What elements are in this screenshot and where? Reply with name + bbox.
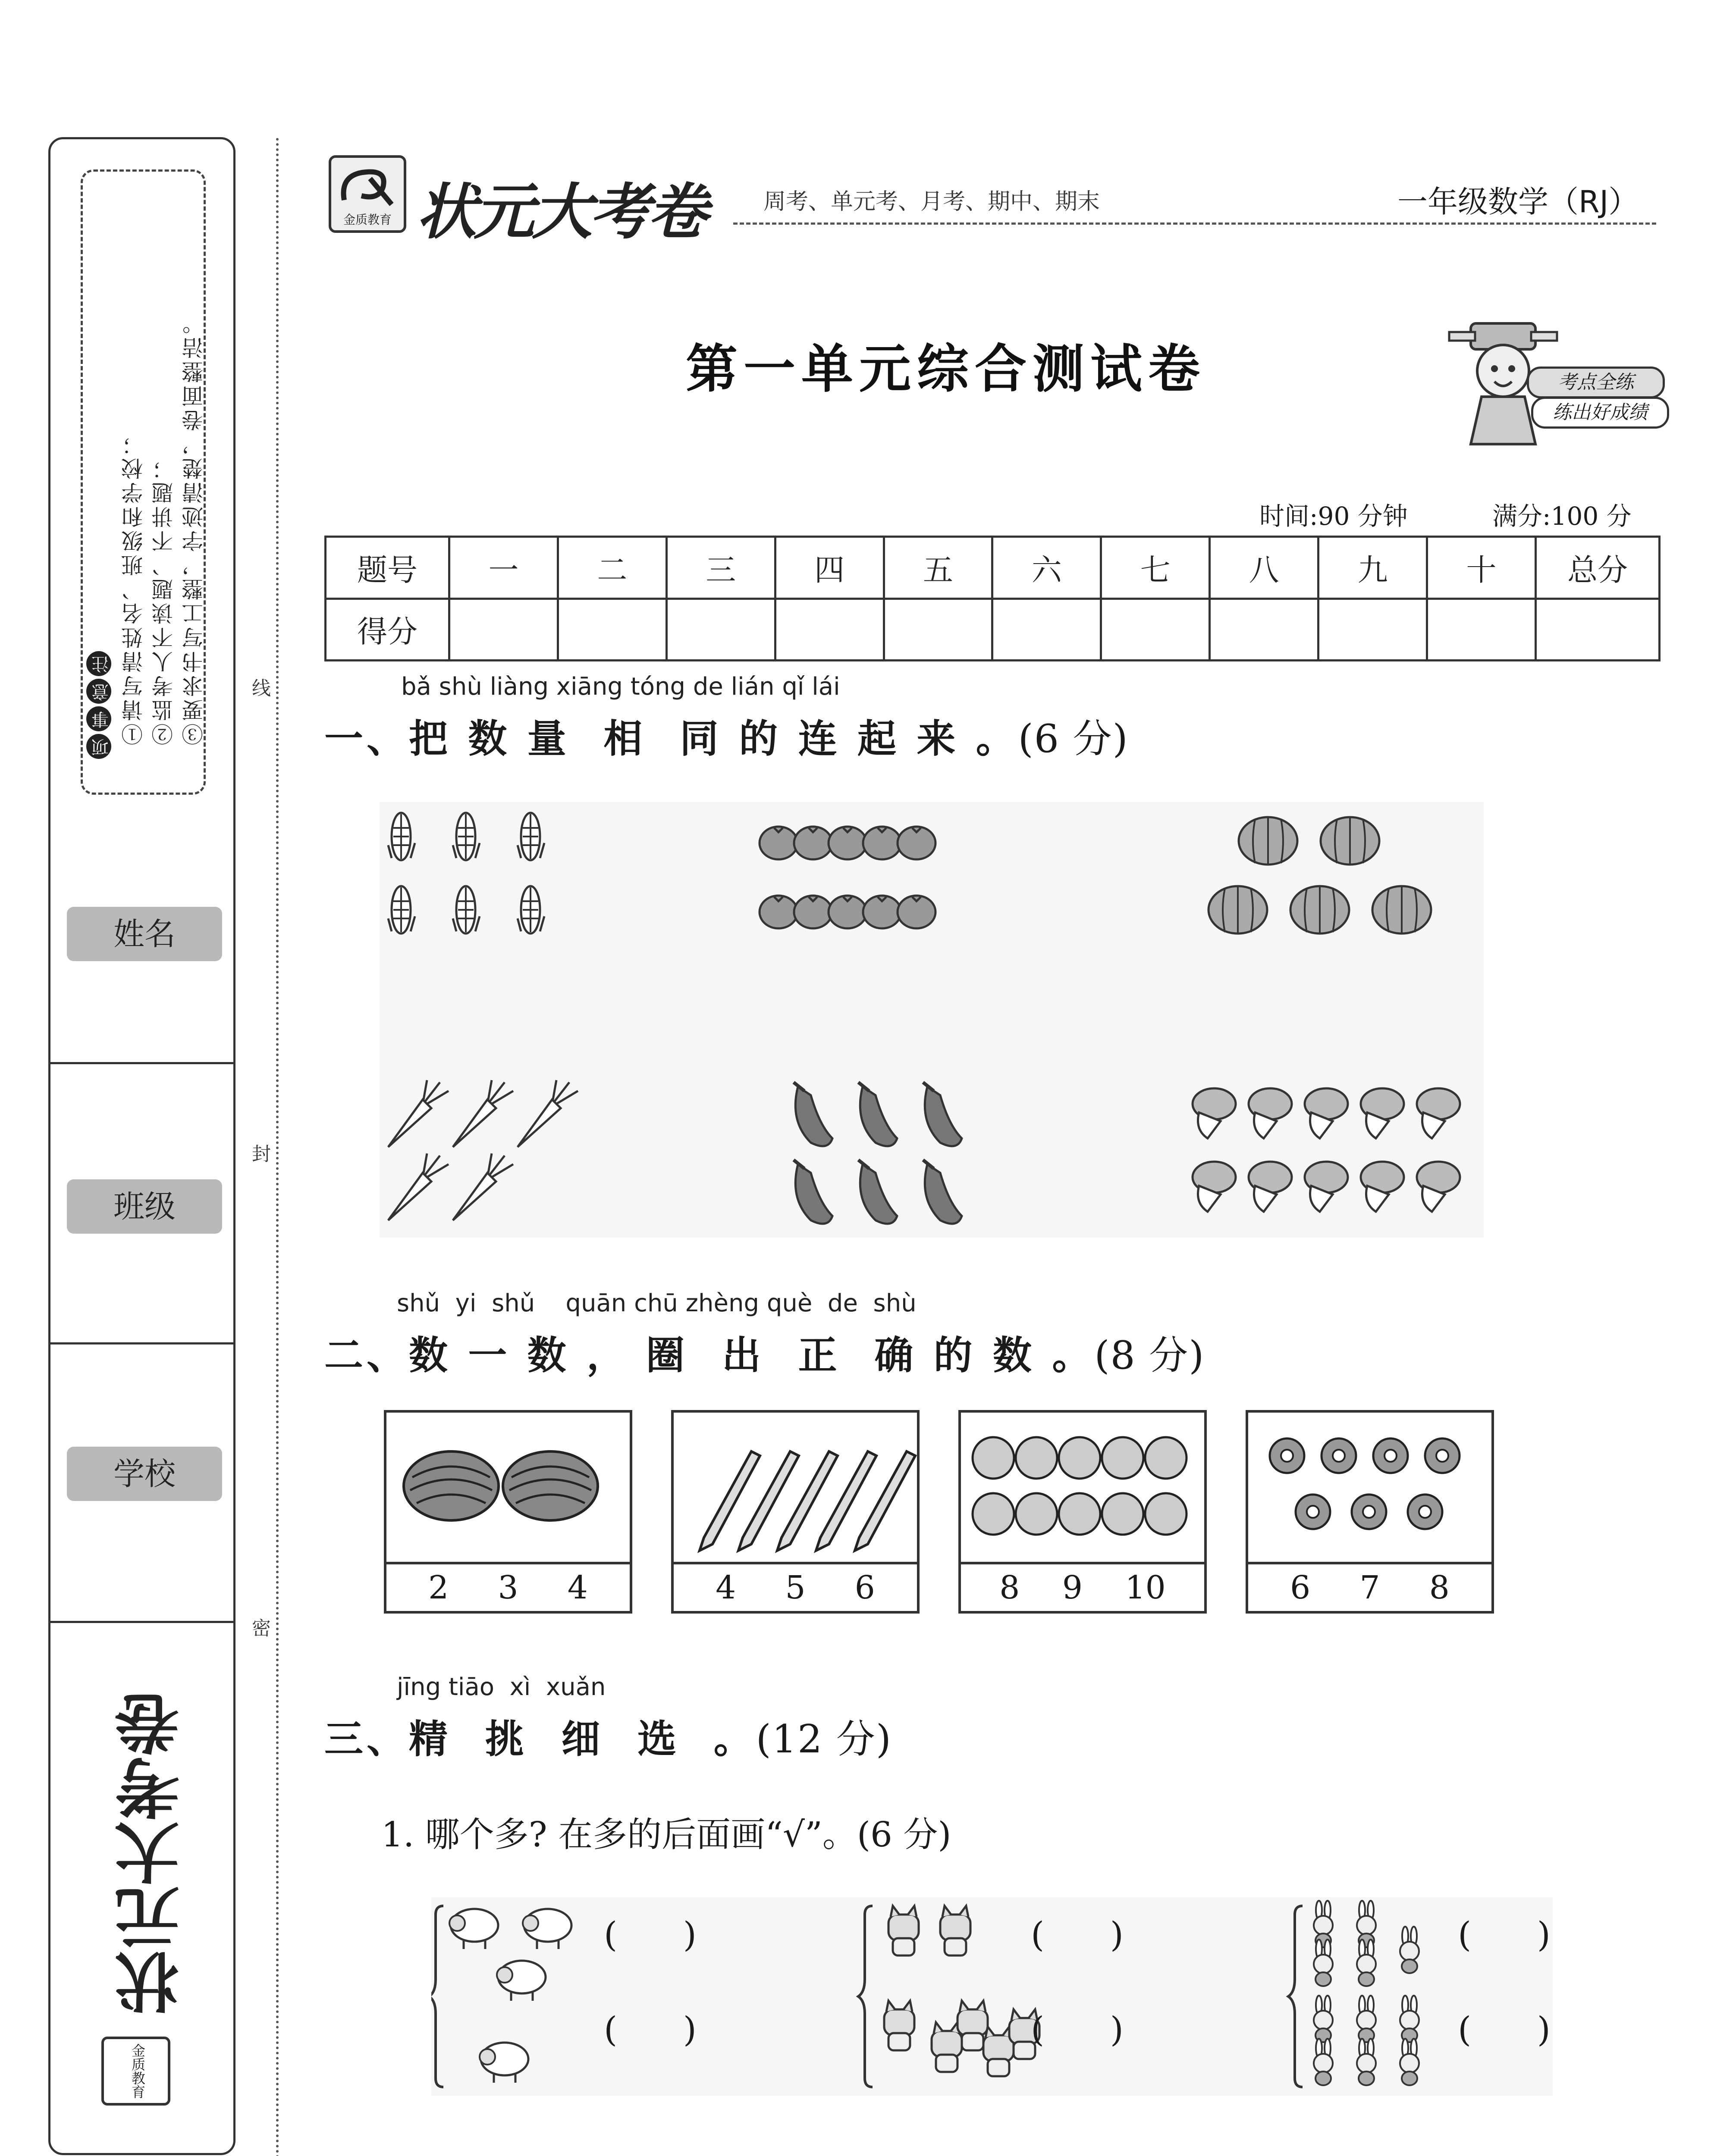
- table-header-cell: 五: [884, 537, 992, 599]
- divider: [50, 1342, 233, 1344]
- section3-pinyin: jīng tiāo xì xuǎn: [397, 1673, 606, 1701]
- cut-line: [276, 138, 279, 2156]
- question-1: 1. 哪个多? 在多的后面画“√”。(6 分): [381, 1814, 951, 1855]
- binding-sidebar: [48, 137, 235, 2155]
- section1-score: (6 分): [1018, 716, 1129, 761]
- notice-heading-2: 事: [86, 705, 111, 733]
- count-options: [386, 1562, 630, 1614]
- score-cell[interactable]: [1101, 599, 1210, 661]
- score-table: [324, 536, 1661, 661]
- logo-icon: [331, 161, 404, 213]
- count-options: [961, 1562, 1204, 1614]
- score-cell[interactable]: [884, 599, 992, 661]
- table-header-cell: 三: [666, 537, 775, 599]
- count-option[interactable]: 6: [1290, 1569, 1311, 1606]
- count-options: [674, 1562, 917, 1614]
- section3-score: (12 分): [756, 1717, 892, 1762]
- logo-text: 金质教育: [343, 213, 392, 227]
- score-cell[interactable]: [992, 599, 1101, 661]
- class-field-label: 班级: [67, 1179, 222, 1234]
- count-box-image: [1248, 1413, 1491, 1564]
- publisher-text: 金质教育: [129, 2043, 146, 2099]
- count-option[interactable]: 8: [999, 1569, 1020, 1606]
- section1-title: [324, 707, 1129, 763]
- count-option[interactable]: 9: [1062, 1569, 1083, 1606]
- score-cell[interactable]: [1427, 599, 1536, 661]
- count-option[interactable]: 4: [716, 1569, 736, 1606]
- answer-paren[interactable]: ( ): [1031, 2009, 1124, 2049]
- full-score-label: 满分:100 分: [1492, 501, 1632, 531]
- table-header-cell: 题号: [326, 537, 449, 599]
- header-brand: 状元大考卷: [416, 177, 706, 248]
- table-header-cell: 四: [775, 537, 884, 599]
- cut-mark-xian: 线: [252, 677, 271, 699]
- count-option[interactable]: 7: [1359, 1569, 1380, 1606]
- watermelon-icon: [386, 1413, 630, 1559]
- score-cell[interactable]: [558, 599, 666, 661]
- section2-title-text: 二、数 一 数 ， 圈 出 正 确 的 数 。: [324, 1332, 1095, 1378]
- count-option[interactable]: 4: [567, 1569, 588, 1606]
- count-box-flower: [1246, 1410, 1494, 1614]
- count-option[interactable]: 3: [498, 1569, 518, 1606]
- count-option[interactable]: 8: [1429, 1569, 1450, 1606]
- answer-paren[interactable]: ( ): [1458, 2009, 1551, 2049]
- publisher-logo-header: [329, 155, 406, 233]
- cut-mark-feng: 封: [252, 1143, 271, 1165]
- matching-picture-area: [380, 802, 1484, 1238]
- publisher-logo: [101, 2037, 170, 2106]
- answer-paren[interactable]: ( ): [604, 1915, 697, 1955]
- table-header-cell: 七: [1101, 537, 1210, 599]
- table-header-cell: 八: [1210, 537, 1318, 599]
- page-title: 第一单元综合测试卷: [686, 338, 1206, 399]
- divider: [50, 1062, 233, 1064]
- banner-1: 考点全练: [1527, 367, 1665, 398]
- section2-score: (8 分): [1094, 1333, 1205, 1378]
- notice-line-3: ③要求书写工整，字迹清楚，卷面整洁。: [182, 310, 207, 745]
- flower-icon: [1248, 1413, 1491, 1559]
- grade-label: 一年级数学（RJ）: [1397, 184, 1639, 219]
- section2-title: [324, 1324, 1205, 1380]
- score-cell[interactable]: [775, 599, 884, 661]
- notice-box: [81, 169, 206, 795]
- count-box-watermelon: [384, 1410, 632, 1614]
- header-rule: [733, 222, 1656, 225]
- table-row-label: 得分: [326, 599, 449, 661]
- ball-icon: [961, 1413, 1204, 1559]
- score-cell[interactable]: [449, 599, 558, 661]
- count-box-ball: [958, 1410, 1207, 1614]
- pencil-icon: [674, 1413, 917, 1559]
- count-option[interactable]: 6: [854, 1569, 875, 1606]
- notice-heading-4: 注: [86, 649, 111, 678]
- table-header-cell: 一: [449, 537, 558, 599]
- notice-heading: 项: [86, 732, 111, 761]
- banner-2: 练出好成绩: [1531, 397, 1669, 429]
- count-box-image: [674, 1413, 917, 1564]
- table-row: [326, 599, 1660, 661]
- score-cell[interactable]: [666, 599, 775, 661]
- section1-pinyin: bǎ shù liàng xiāng tóng de lián qǐ lái: [401, 673, 840, 701]
- score-cell[interactable]: [1536, 599, 1660, 661]
- table-header-cell: 十: [1427, 537, 1536, 599]
- score-cell[interactable]: [1318, 599, 1427, 661]
- name-field-label: 姓名: [67, 907, 222, 961]
- table-header-cell: 九: [1318, 537, 1427, 599]
- section2-pinyin: shǔ yi shǔ quān chū zhèng què de shù: [397, 1289, 917, 1317]
- comparison-picture-area: [431, 1897, 1553, 2096]
- answer-paren[interactable]: ( ): [604, 2009, 697, 2049]
- sidebar-brand: 状元大考卷: [116, 1692, 191, 2015]
- section1-title-text: 一、把 数 量 相 同 的 连 起 来 。: [324, 716, 1018, 761]
- animals-illustration: [431, 1897, 1553, 2096]
- divider: [50, 1621, 233, 1623]
- count-option[interactable]: 5: [785, 1569, 806, 1606]
- section3-title-text: 三、精 挑 细 选 。: [324, 1716, 756, 1762]
- score-cell[interactable]: [1210, 599, 1318, 661]
- vegetables-illustration: [380, 802, 1484, 1238]
- answer-paren[interactable]: ( ): [1458, 1915, 1551, 1955]
- header-subtitle: 周考、单元考、月考、期中、期末: [763, 189, 1100, 215]
- mascot: [1441, 319, 1673, 448]
- section3-title: [324, 1708, 892, 1764]
- count-option[interactable]: 2: [428, 1569, 449, 1606]
- notice-heading-3: 意: [86, 677, 111, 705]
- answer-paren[interactable]: ( ): [1031, 1915, 1124, 1955]
- time-label: 时间:90 分钟: [1259, 501, 1408, 531]
- notice-line-2: ②监考人不读题、不讲题；: [151, 455, 176, 745]
- table-row: [326, 537, 1660, 599]
- notice-line-1: ①请写清姓名、班级和学校；: [121, 431, 146, 745]
- count-options: [1248, 1562, 1491, 1614]
- table-header-cell: 二: [558, 537, 666, 599]
- count-box-pencil: [671, 1410, 920, 1614]
- count-box-image: [961, 1413, 1204, 1564]
- table-header-cell: 总分: [1536, 537, 1660, 599]
- school-field-label: 学校: [67, 1447, 222, 1501]
- count-option[interactable]: 10: [1125, 1569, 1166, 1606]
- table-header-cell: 六: [992, 537, 1101, 599]
- count-box-image: [386, 1413, 630, 1564]
- cut-mark-mi: 密: [252, 1617, 271, 1639]
